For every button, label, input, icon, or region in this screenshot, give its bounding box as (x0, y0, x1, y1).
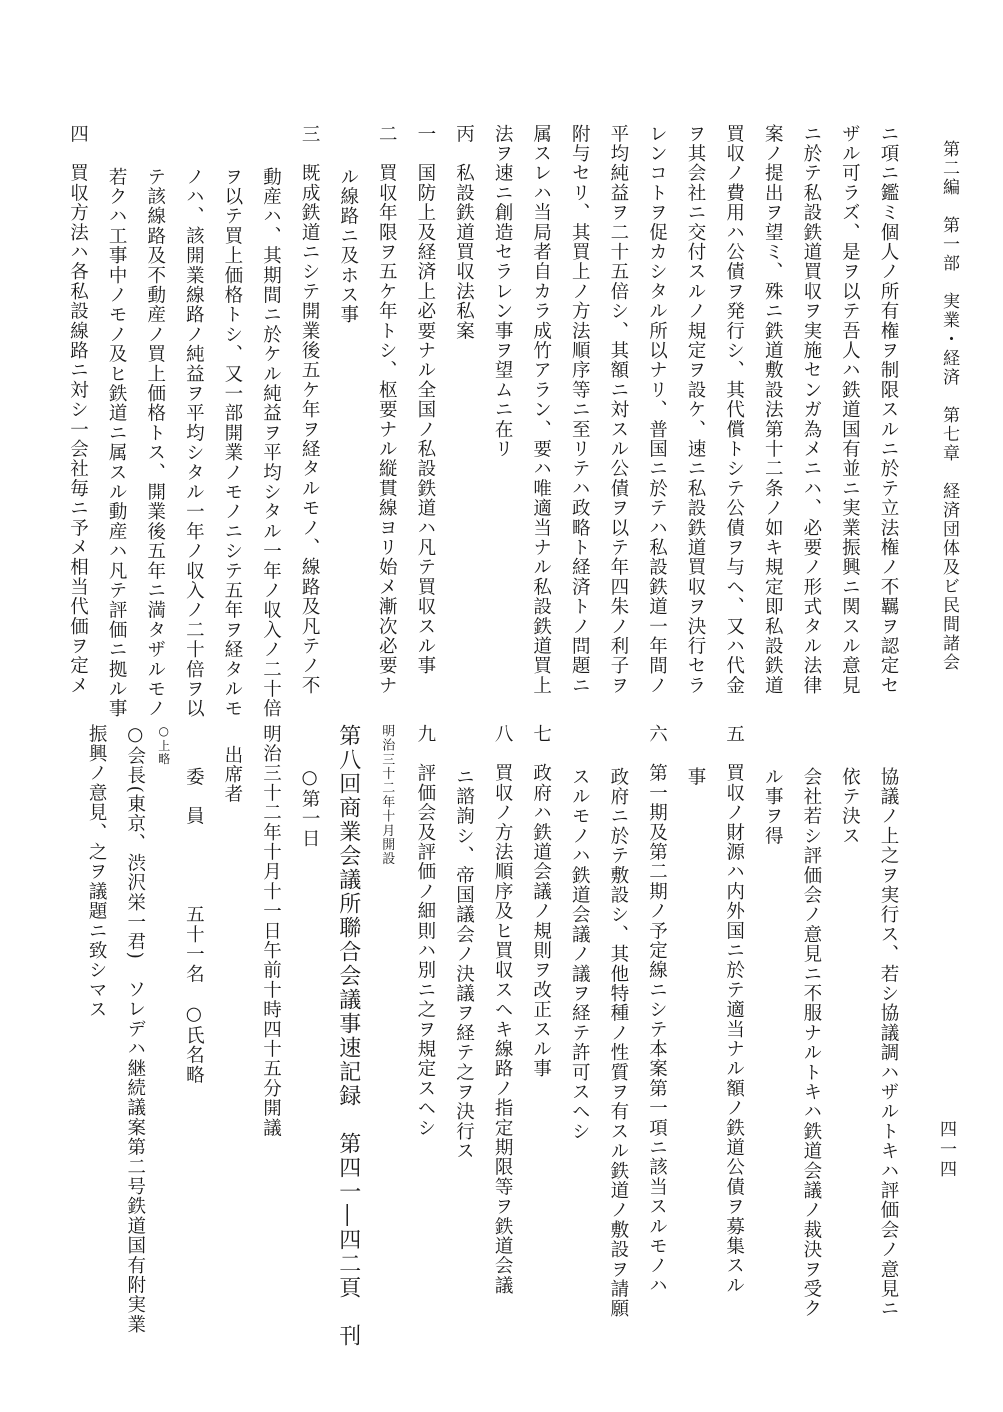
text-column: 案ノ提出ヲ望ミ、殊ニ鉄道敷設法第十二条ノ如キ規定即私設鉄道 (762, 124, 784, 696)
text-column: ヲ其会社ニ交付スルノ規定ヲ設ケ、速ニ私設鉄道買収ヲ決行セラ (685, 124, 707, 696)
omission-note: ○上略 (156, 724, 171, 766)
article-item: 四 買収方法ハ各私設線路ニ対シ一会社毎ニ予メ相当代価ヲ定メ (67, 124, 89, 696)
article-continuation: 若クハ工事中ノモノ及ヒ鉄道ニ属スル動産ハ凡テ評価ニ拠ル事 (106, 166, 128, 719)
article-continuation: スルモノハ鉄道会議ノ議ヲ経テ許可スヘシ (569, 766, 591, 1141)
article-item: 五 買収ノ財源ハ内外国ニ於テ適当ナル額ノ鉄道公債ヲ募集スル (723, 724, 745, 1296)
article-item: 二 買収年限ヲ五ケ年トシ、枢要ナル縦貫線ヨリ始メ漸次必要ナ (376, 124, 398, 696)
article-item: 六 第一期及第二期ノ予定線ニシテ本案第一項ニ該当スルモノハ (646, 724, 668, 1296)
source-date: 明治三十二年十月開設 (379, 724, 395, 866)
text-column: レンコトヲ促カシタル所以ナリ、普国ニ於テハ私設鉄道一年間ノ (646, 124, 668, 696)
article-item: 三 既成鉄道ニシテ開業後五ケ年ヲ経タルモノ、線路及凡テノ不 (299, 124, 321, 696)
speech-line: 振興ノ意見、之ヲ議題ニ致シマス (86, 724, 108, 1020)
article-continuation: ニ諮詢シ、帝国議会ノ決議ヲ経テ之ヲ決行ス (453, 766, 475, 1161)
upper-text-block (47, 124, 907, 719)
article-item: 八 買収ノ方法順序及ヒ買収スヘキ線路ノ指定期限等ヲ鉄道会議 (492, 724, 514, 1296)
session-day: ○第一日 (299, 766, 321, 848)
article-continuation: 協議ノ上之ヲ実行ス、若シ協議調ハザルトキハ評価会ノ意見ニ (878, 766, 899, 1319)
article-continuation: 会社若シ評価会ノ意見ニ不服ナルトキハ鉄道会議ノ裁決ヲ受ク (800, 766, 822, 1319)
article-continuation: ル線路ニ及ホス事 (337, 166, 359, 325)
source-title: 第八回商業会議所聯合会議事速記録 第四一―四二頁 刊 (335, 724, 361, 1348)
text-column: 平均純益ヲ二十五倍シ、其額ニ対スル公債ヲ以テ年四朱ノ利子ヲ (607, 124, 629, 696)
text-column: 法ヲ速ニ創造セラレン事ヲ望ムニ在リ (492, 124, 514, 459)
attendees-heading: 出席者 (221, 745, 243, 805)
lower-text-block (47, 724, 907, 1348)
article-item: 一 国防上及経済上必要ナル全国ノ私設鉄道ハ凡テ買収スル事 (414, 124, 436, 676)
text-column: ザル可ラズ、是ヲ以テ吾人ハ鉄道国有並ニ実業振興ニ関スル意見 (839, 124, 861, 696)
article-continuation: 動産ハ、其期間ニ於ケル純益ヲ平均シタル一年ノ収入ノ二十倍 (260, 166, 282, 719)
text-column: 買収ノ費用ハ公債ヲ発行シ、其代償トシテ公債ヲ与ヘ、又ハ代金 (723, 124, 745, 696)
article-continuation: ノハ、該開業線路ノ純益ヲ平均シタル一年ノ収入ノ二十倍ヲ以 (183, 166, 205, 719)
page-number: 四一四 (936, 1120, 956, 1180)
article-item: 七 政府ハ鉄道会議ノ規則ヲ改正スル事 (530, 724, 552, 1079)
article-continuation: 政府ニ於テ敷設シ、其他特種ノ性質ヲ有スル鉄道ノ敷設ヲ請願 (607, 766, 629, 1319)
text-column: 附与セリ、其買上ノ方法順序等ニ至リテハ政略ト経済トノ問題ニ (569, 124, 591, 696)
session-opened: 明治三十二年十月十一日午前十時四十五分開議 (260, 724, 282, 1138)
article-continuation: ル事ヲ得 (762, 766, 784, 846)
text-column: ニ於テ私設鉄道買収ヲ実施センガ為メニハ、必要ノ形式タル法律 (800, 124, 822, 696)
attendees-row: 委 員 五十一名 ○氏名略 (183, 766, 205, 1085)
article-continuation: テ該線路及不動産ノ買上価格トス、開業後五年ニ満タザルモノ (144, 166, 166, 719)
article-continuation: ヲ以テ買上価格トシ、又一部開業ノモノニシテ五年ヲ経タルモ (221, 166, 243, 719)
speech-line: ○会長(東京、渋沢栄一君) ソレデハ継続議案第二号鉄道国有附実業 (124, 724, 146, 1335)
running-head: 第二編 第一部 実業・経済 第七章 経済団体及ビ民間諸会 (939, 140, 959, 672)
text-column: ニ項ニ鑑ミ個人ノ所有権ヲ制限スルニ於テ立法権ノ不羈ヲ認定セ (878, 124, 899, 696)
article-continuation: 事 (685, 766, 707, 787)
article-continuation: 依テ決ス (839, 766, 861, 846)
section-heading: 丙 私設鉄道買収法私案 (453, 124, 475, 341)
article-item: 九 評価会及評価ノ細則ハ別ニ之ヲ規定スヘシ (414, 724, 436, 1138)
text-column: 属スレハ当局者自カラ成竹アラン、要ハ唯適当ナル私設鉄道買上 (530, 124, 552, 696)
